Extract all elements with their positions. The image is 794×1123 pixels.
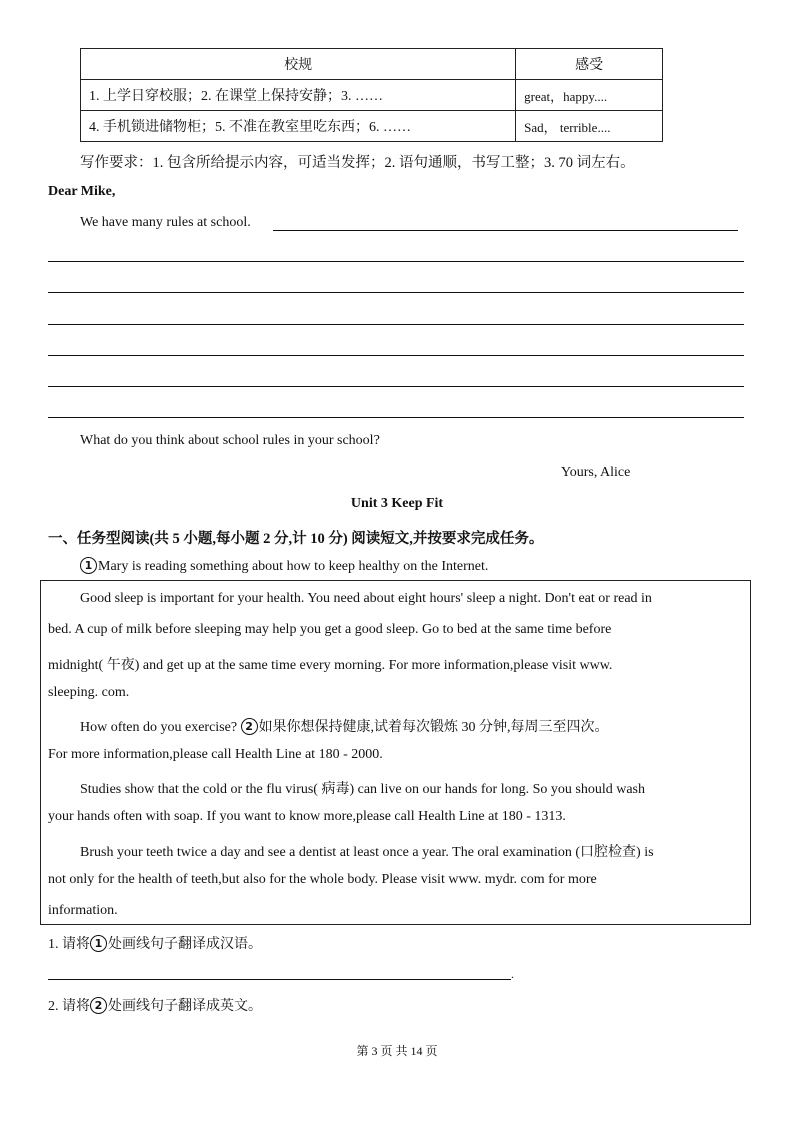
answer-line[interactable] [48, 355, 744, 356]
answer-line[interactable] [48, 979, 511, 980]
passage-line: Studies show that the cold or the flu virus( 病毒) can live on our hands for long. So you should wash [80, 782, 645, 797]
answer-line[interactable] [48, 386, 744, 387]
unit-title: Unit 3 Keep Fit [350, 496, 444, 511]
passage-line: Good sleep is important for your health. You need about eight hours' sleep a night. Don't eat or read in [80, 591, 652, 606]
passage-line [80, 716, 775, 736]
table-row [81, 111, 663, 142]
header-rules: 校规 [81, 49, 516, 80]
letter-closing-question: What do you think about school rules in your school? [80, 433, 380, 448]
intro-sentence: Mary is reading something about how to keep healthy on the Internet. [98, 559, 489, 574]
question-prefix: 1. 请将 [48, 937, 90, 952]
passage-line: information. [48, 903, 118, 918]
answer-line[interactable] [48, 261, 744, 262]
passage-line: midnight( 午夜) and get up at the same time every morning. For more information,please visit www. [48, 658, 613, 673]
rules-table [80, 48, 663, 142]
passage-line: not only for the health of teeth,but also for the whole body. Please visit www. mydr. com for more [48, 872, 597, 887]
feelings-cell: Sad， terrible.... [516, 111, 663, 142]
answer-line[interactable] [48, 417, 744, 418]
circled-number-1-icon: 1 [90, 935, 107, 952]
feelings-cell: great，happy.... [516, 80, 663, 111]
passage-box [40, 580, 751, 925]
passage-line: Brush your teeth twice a day and see a dentist at least once a year. The oral examination (口腔检查) is [80, 845, 654, 860]
exercise-question: How often do you exercise? [80, 720, 238, 735]
passage-line: your hands often with soap. If you want to know more,please call Health Line at 180 - 1313. [48, 809, 566, 824]
answer-line[interactable] [273, 230, 738, 231]
question-2 [48, 995, 262, 1015]
passage-line: sleeping. com. [48, 685, 130, 700]
circled-number-2-icon: 2 [90, 997, 107, 1014]
letter-opening: We have many rules at school. [80, 215, 251, 230]
question-text: 处画线句子翻译成英文。 [108, 999, 262, 1014]
rules-cell: 1. 上学日穿校服；2. 在课堂上保持安静；3. …… [81, 80, 516, 111]
letter-sign-off: Yours, Alice [561, 465, 631, 480]
page-footer: 第 3 页 共 14 页 [356, 1044, 438, 1058]
table-header-row [81, 49, 663, 80]
answer-line[interactable] [48, 292, 744, 293]
answer-line[interactable] [48, 324, 744, 325]
header-feelings: 感受 [516, 49, 663, 80]
question-prefix: 2. 请将 [48, 999, 90, 1014]
writing-requirements: 写作要求：1. 包含所给提示内容，可适当发挥；2. 语句通顺，书写工整；3. 70 词左右。 [80, 155, 635, 171]
table-row [81, 80, 663, 111]
letter-greeting: Dear Mike, [48, 184, 116, 199]
question-text: 处画线句子翻译成汉语。 [108, 937, 262, 952]
rules-cell: 4. 手机锁进储物柜；5. 不准在教室里吃东西；6. …… [81, 111, 516, 142]
answer-period: . [511, 967, 514, 981]
section-title: 一、任务型阅读(共 5 小题,每小题 2 分,计 10 分) 阅读短文,并按要求完成任务。 [48, 531, 544, 547]
passage-line: bed. A cup of milk before sleeping may help you get a good sleep. Go to bed at the same time before [48, 622, 612, 637]
question-1 [48, 933, 262, 953]
passage-line: For more information,please call Health Line at 180 - 2000. [48, 747, 383, 762]
circled-number-2-icon: 2 [241, 718, 258, 735]
exercise-advice: 如果你想保持健康,试着每次锻炼 30 分钟,每周三至四次。 [258, 720, 609, 735]
passage-intro [80, 557, 488, 575]
circled-number-1-icon: 1 [80, 557, 97, 574]
